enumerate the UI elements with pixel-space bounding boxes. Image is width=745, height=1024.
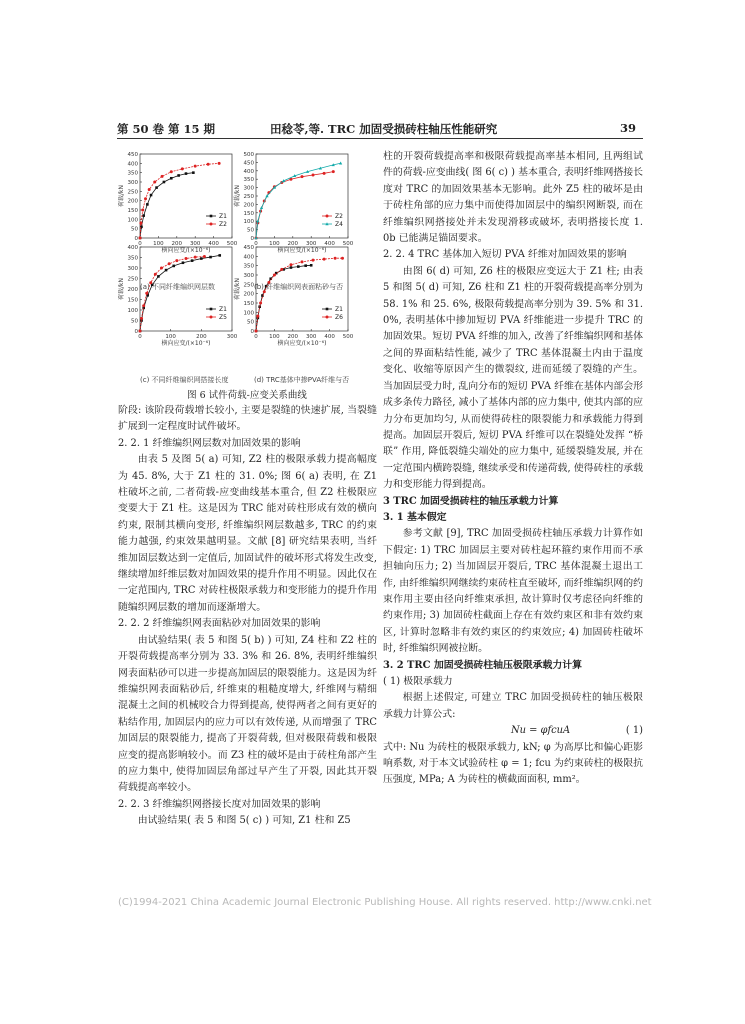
y-tick-label: 0 <box>134 329 138 335</box>
y-tick-label: 200 <box>127 198 138 205</box>
y-tick-label: 350 <box>243 177 254 184</box>
data-point-Z5 <box>139 330 142 333</box>
x-tick-label: 200 <box>196 334 207 340</box>
x-tick-label: 0 <box>138 334 142 340</box>
data-point-Z5 <box>168 262 171 265</box>
header-article-title: 田稔苓,等. TRC 加固受损砖柱轴压性能研究 <box>270 122 498 136</box>
data-point-Z5 <box>160 267 163 270</box>
subcaption-d: (d) TRC基体中掺PVA纤维与否 <box>254 376 350 384</box>
data-point-Z1 <box>192 171 195 174</box>
data-point-Z1 <box>182 261 185 264</box>
x-tick-label: 400 <box>324 334 335 340</box>
data-point-Z1 <box>218 254 221 257</box>
data-point-Z5 <box>142 304 145 307</box>
x-tick-label: 500 <box>226 241 238 247</box>
section-heading: 2. 2. 2 纤维编织网表面粘砂对加固效果的影响 <box>118 618 321 630</box>
y-tick-label: 350 <box>243 263 254 270</box>
data-point-Z1 <box>157 275 160 278</box>
y-tick-label: 50 <box>131 318 138 325</box>
y-tick-label: 0 <box>250 236 254 242</box>
data-point-Z2 <box>332 170 335 173</box>
data-point-Z2 <box>194 165 197 168</box>
paragraph: 由图 6( d) 可知, Z6 柱的极限应变远大于 Z1 柱; 由表 5 和图 5( d) 可知, Z6 柱和 Z1 柱的开裂荷载提高率分别为 58. 1% 和 25. 6%, 极限荷载提高率分别为 39. 5% 和 31. 0%, 表明基体中掺加短切 PVA 纤维能进一步提升 TRC 的加固效果。短切 PVA 纤维的加入, 改善了纤维编织网和基体之间的界面粘结性能, 减少了 TRC 基体混凝土内由于温度变化、收缩等原因产生的微裂纹, 进而延缓了裂缝的产生。当加固层受力时, 乱向分布的短切 PVA 纤维在基体内部会形成多条传力路径, 减小了基体内部的应力集中, 使其内部的应力分布更加均匀, 从而使得砖柱的限裂能力和承载能力得到提高。加固层开裂后, 短切 PVA 纤维可以在裂缝处发挥 “桥联” 作用, 降低裂缝尖端处的应力集中, 延缓裂缝发展, 并在一定范围内横跨裂缝, 继续承受和传递荷载, 使得砖柱的承载力和变形能力得到提高。 <box>383 265 643 491</box>
data-point-Z1 <box>150 194 153 197</box>
y-tick-label: 150 <box>127 297 138 304</box>
legend-label: Z2 <box>219 221 227 228</box>
equation-1 <box>383 723 643 739</box>
x-tick-label: 100 <box>269 241 280 247</box>
x-axis-label: 横向应变/(×10⁻⁶) <box>161 247 211 254</box>
data-point-Z6 <box>301 260 304 263</box>
legend-marker <box>210 308 213 311</box>
section-heading: 2. 2. 3 纤维编织网搭接长度对加固效果的影响 <box>118 798 321 810</box>
data-point-Z2 <box>148 188 151 191</box>
x-tick-label: 100 <box>153 241 164 247</box>
data-point-Z1 <box>142 214 145 217</box>
y-tick-label: 300 <box>127 180 138 186</box>
x-tick-label: 0 <box>254 334 258 340</box>
y-tick-label: 200 <box>243 202 254 209</box>
legend-label: Z6 <box>335 314 343 321</box>
data-point-Z4 <box>339 162 342 165</box>
x-tick-label: 300 <box>305 334 317 340</box>
y-tick-label: 50 <box>247 227 254 234</box>
x-axis-label: 横向应变/(×10⁻⁶) <box>161 340 211 347</box>
data-point-Z1 <box>165 269 168 272</box>
header-page-number: 39 <box>620 121 637 135</box>
data-point-Z1 <box>290 266 293 269</box>
data-point-Z6 <box>273 274 276 277</box>
legend-label: Z1 <box>219 306 227 313</box>
y-tick-label: 150 <box>243 210 254 217</box>
y-tick-label: 400 <box>243 254 254 261</box>
legend-label: Z2 <box>335 213 343 220</box>
legend-label: Z1 <box>335 306 343 313</box>
data-point-Z6 <box>289 263 292 266</box>
right-column <box>383 149 643 789</box>
data-point-Z1 <box>172 265 175 268</box>
x-tick-label: 0 <box>138 241 142 247</box>
subcaption-a: (a) 不同纤维编织网层数 <box>140 283 215 291</box>
series-line-Z1 <box>256 265 311 331</box>
y-tick-label: 350 <box>127 170 138 177</box>
y-tick-label: 400 <box>127 245 138 251</box>
y-tick-label: 0 <box>134 236 138 242</box>
header-journal-issue: 第 50 卷 第 15 期 <box>117 122 216 136</box>
data-point-Z6 <box>259 302 262 305</box>
equation-body: Nu = φfcuA <box>511 725 571 737</box>
x-tick-label: 200 <box>287 241 299 247</box>
y-tick-label: 250 <box>127 276 138 283</box>
data-point-Z5 <box>203 255 206 258</box>
data-point-Z2 <box>139 222 142 225</box>
data-point-Z2 <box>312 174 315 177</box>
series-line-Z6 <box>256 258 342 331</box>
figure-6-charts <box>118 150 378 385</box>
x-tick-label: 100 <box>269 334 280 340</box>
y-tick-label: 100 <box>243 310 254 317</box>
x-tick-label: 300 <box>226 334 238 340</box>
data-point-Z6 <box>280 268 283 271</box>
legend-marker <box>326 308 329 311</box>
data-point-Z2 <box>218 162 221 165</box>
data-point-Z5 <box>154 273 157 276</box>
data-point-Z6 <box>312 259 315 262</box>
x-tick-label: 500 <box>342 241 354 247</box>
y-tick-label: 50 <box>247 319 254 326</box>
section-heading: 2. 2. 1 纤维编织网层数对加固效果的影响 <box>118 437 301 449</box>
y-tick-label: 100 <box>243 219 254 226</box>
y-tick-label: 450 <box>243 160 254 167</box>
y-axis-label: 荷载/kN <box>234 185 241 207</box>
legend-marker <box>210 223 213 226</box>
legend-marker <box>326 215 329 218</box>
x-tick-label: 400 <box>324 241 335 247</box>
y-tick-label: 250 <box>243 194 254 200</box>
data-point-Z1 <box>191 259 194 262</box>
series-line-Z2 <box>256 172 333 238</box>
y-tick-label: 100 <box>127 308 138 314</box>
data-point-Z2 <box>139 237 142 240</box>
section-heading: 2. 2. 4 TRC 基体加入短切 PVA 纤维对加固效果的影响 <box>383 249 627 261</box>
y-tick-label: 300 <box>243 273 254 279</box>
y-tick-label: 400 <box>243 168 254 175</box>
x-axis-label: 横向应变/(×10⁻⁶) <box>277 247 327 254</box>
data-point-Z2 <box>161 175 164 178</box>
legend-marker <box>210 316 213 319</box>
section-heading: 3. 2 TRC 加固受损砖柱轴压极限承载力计算 <box>383 659 583 671</box>
x-axis-label: 横向应变/(×10⁻⁶) <box>277 340 327 347</box>
left-column <box>118 403 377 830</box>
data-point-Z2 <box>181 167 184 170</box>
x-tick-label: 0 <box>254 241 258 247</box>
y-tick-label: 0 <box>250 329 254 335</box>
data-point-Z6 <box>334 257 337 260</box>
paragraph: 由表 5 及图 5( a) 可知, Z2 柱的极限承载力提高幅度为 45. 8%, 大于 Z1 柱的 31. 0%; 图 6( a) 表明, 在 Z1 柱破坏之前, 二者荷载-应变曲线基本重合, 但 Z2 柱极限应变要大于 Z1 柱。这是因为 TRC 能对砖柱形成有效的横向约束, 限制其横向变形, 纤维编织网层数越多, TRC 的约束能力越强, 约束效果越明显。文献 [8] 研究结果表明, 当纤维加固层数达到一定值后, 加固试件的破坏形式将发生改变, 继续增加纤维层数对加固效果的提升作用不明显。因此仅在一定范围内, TRC 对砖柱极限承载力和变形能力的提升作用随编织网层数的增加而逐渐增大。 <box>118 454 377 613</box>
y-axis-label: 荷载/kN <box>118 278 125 300</box>
x-tick-label: 200 <box>171 241 183 247</box>
figure-title: 图 6 试件荷载-应变关系曲线 <box>187 390 307 401</box>
figure-6 <box>118 150 378 385</box>
y-tick-label: 450 <box>243 245 254 251</box>
data-point-Z5 <box>175 259 178 262</box>
equation-number: ( 1) <box>625 725 643 737</box>
y-tick-label: 200 <box>243 291 254 298</box>
y-tick-label: 250 <box>127 189 138 196</box>
data-point-Z1 <box>177 174 180 177</box>
paragraph: 参考文献 [9], TRC 加固受损砖柱轴压承载力计算作如下假定: 1) TRC 加固层主要对砖柱起环箍约束作用而不承担轴向压力; 2) 当加固层开裂后, TRC 基体混凝土退出工作, 由纤维编织网继续约束砖柱直至破坏, 而纤维编织网的约束作用主要由径向纤维束承担, 故计算时仅考虑径向纤维的约束作用; 3) 加固砖柱截面上存在有效约束区和非有效约束区, 计算时忽略非有效约束区的约束效应; 4) 加固砖柱破坏时, 纤维编织网被拉断。 <box>383 528 643 655</box>
paragraph: 根据上述假定, 可建立 TRC 加固受损砖柱的轴压极限承载力计算公式: <box>383 692 643 720</box>
legend-label: Z1 <box>219 213 227 220</box>
data-point-Z1 <box>163 181 166 184</box>
paragraph: 阶段: 该阶段荷载增长较小, 主要是裂缝的快速扩展, 当裂缝扩展到一定程度时试件破坏。 <box>118 405 377 433</box>
data-point-Z1 <box>209 256 212 259</box>
data-point-Z2 <box>323 172 326 175</box>
legend-marker <box>326 316 329 319</box>
x-tick-label: 200 <box>287 334 299 340</box>
y-tick-label: 300 <box>243 185 254 192</box>
y-tick-label: 200 <box>127 287 138 293</box>
x-tick-label: 300 <box>189 241 201 247</box>
y-axis-label: 荷载/kN <box>234 278 241 300</box>
paragraph: 由试验结果( 表 5 和图 5( c) ) 可知, Z1 柱和 Z5 <box>137 815 351 827</box>
y-tick-label: 100 <box>127 217 138 224</box>
data-point-Z5 <box>185 257 188 260</box>
header-rule <box>117 138 643 139</box>
y-tick-label: 150 <box>127 208 138 214</box>
x-tick-label: 300 <box>305 241 317 247</box>
x-tick-label: 400 <box>208 241 219 247</box>
y-tick-label: 50 <box>131 226 138 233</box>
subcaption-b: (b) 纤维编织网表面粘砂与否 <box>254 283 344 291</box>
y-tick-label: 350 <box>127 255 138 262</box>
data-point-Z1 <box>200 257 203 260</box>
data-point-Z2 <box>170 170 173 173</box>
data-point-Z5 <box>194 256 197 259</box>
data-point-Z2 <box>141 209 144 212</box>
y-tick-label: 300 <box>127 266 138 272</box>
y-tick-label: 250 <box>243 282 254 289</box>
legend-label: Z5 <box>219 314 227 321</box>
series-line-Z5 <box>140 256 204 331</box>
series-line-Z4 <box>256 163 341 238</box>
data-point-Z1 <box>155 186 158 189</box>
paragraph: ( 1) 极限承载力 <box>383 676 453 687</box>
data-point-Z6 <box>323 258 326 261</box>
section-heading: 3 TRC 加固受损砖柱的轴压承载力计算 <box>383 495 559 507</box>
y-axis-label: 荷载/kN <box>118 185 125 207</box>
y-tick-label: 150 <box>243 301 254 307</box>
paragraph: 式中: Nu 为砖柱的极限承载力, kN; φ 为高厚比和偏心距影响系数, 对于本文试验砖柱 φ = 1; fcu 为约束砖柱的极限抗压强度, MPa; A 为砖柱的横截面面积, mm²。 <box>383 741 643 786</box>
subcaption-c: (c) 不同纤维编织网搭接长度 <box>140 376 229 384</box>
data-point-Z1 <box>304 264 307 267</box>
cnki-watermark: (C)1994-2021 China Academic Journal Electronic Publishing House. All rights reserved. http://www.cnki.net <box>118 897 652 908</box>
series-line-Z1 <box>140 255 220 331</box>
y-tick-label: 400 <box>127 161 138 168</box>
section-heading: 3. 1 基本假定 <box>383 511 447 523</box>
y-tick-label: 450 <box>127 152 138 158</box>
data-point-Z2 <box>301 175 304 178</box>
x-tick-label: 100 <box>165 334 176 340</box>
data-point-Z2 <box>207 163 210 166</box>
data-point-Z1 <box>297 265 300 268</box>
paragraph: 由试验结果( 表 5 和图 5( b) ) 可知, Z4 柱和 Z2 柱的开裂荷载提高率分别为 33. 3% 和 26. 8%, 表明纤维编织网表面粘砂可以进一步提高加固层的限裂能力。这是因为纤维编织网表面粘砂后, 纤维束的粗糙度增大, 纤维网与精细混凝土之间的机械咬合力得到提高, 使得两者之间有更好的粘结作用, 加固层内的应力可以有效传递, 从而增强了 TRC 加固层的限裂能力, 提高了开裂荷载, 但对极限荷载和极限应变的提高影响较小。而 Z3 柱的破坏是由于砖柱角部产生的应力集中, 使得加固层角部过早产生了开裂, 因此其开裂荷载提高率较小。 <box>118 634 377 794</box>
data-point-Z2 <box>144 197 147 200</box>
legend-marker <box>210 215 213 218</box>
y-tick-label: 500 <box>243 152 254 158</box>
legend-label: Z4 <box>335 221 343 228</box>
data-point-Z6 <box>341 257 344 260</box>
data-point-Z5 <box>145 292 148 295</box>
x-tick-label: 500 <box>342 334 354 340</box>
data-point-Z1 <box>310 264 313 267</box>
paragraph: 柱的开裂荷载提高率和极限荷载提高率基本相同, 且两组试件的荷载-应变曲线( 图 6( c) ) 基本重合, 表明纤维网搭接长度对 TRC 的加固效果基本无影响。此外 Z5 柱的破坏是由于砖柱角部的应力集中而使得加固层中的编织网断裂, 而在纤维编织网搭接处并未发现滑移或破坏, 表明搭接长度 1. 0b 已能满足锚固要求。 <box>383 151 643 245</box>
data-point-Z5 <box>140 317 143 320</box>
data-point-Z6 <box>256 315 259 318</box>
data-point-Z1 <box>146 203 149 206</box>
data-point-Z2 <box>153 181 156 184</box>
data-point-Z6 <box>255 330 258 333</box>
data-point-Z1 <box>185 172 188 175</box>
data-point-Z1 <box>170 177 173 180</box>
